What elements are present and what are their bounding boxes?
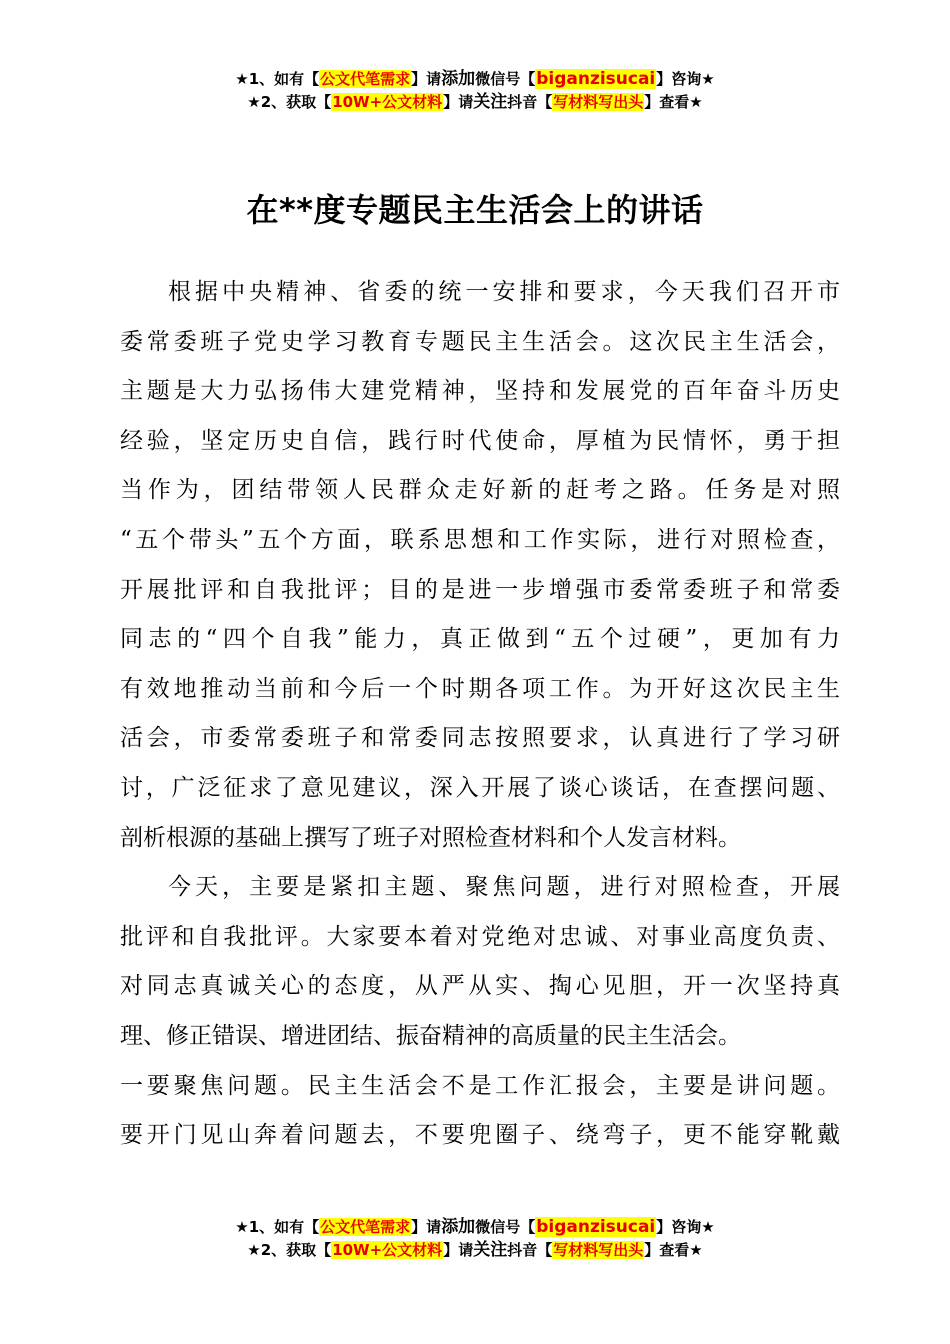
highlight-wechat-id: biganzisucai xyxy=(536,1217,656,1237)
footer-banner xyxy=(0,1216,950,1262)
body-line: 同志的“四个自我”能力，真正做到“五个过硬”，更加有力 xyxy=(120,626,840,653)
body-line: 有效地推动当前和今后一个时期各项工作。为开好这次民主生 xyxy=(120,675,840,702)
banner-line-1: ★1、如有【公文代笔需求】请添加微信号【biganzisucai】咨询★ xyxy=(235,1217,715,1237)
highlight-service: 公文代笔需求 xyxy=(320,70,411,88)
highlight-douyin-account: 写材料写出头 xyxy=(553,1241,644,1259)
body-line: 根据中央精神、省委的统一安排和要求，今天我们召开市 xyxy=(168,279,840,305)
body-line: 主题是大力弘扬伟大建党精神，坚持和发展党的百年奋斗历史 xyxy=(120,378,840,405)
body-line: 开展批评和自我批评；目的是进一步增强市委常委班子和常委 xyxy=(120,576,840,603)
body-line: 当作为，团结带领人民群众走好新的赶考之路。任务是对照 xyxy=(120,477,840,504)
body-line: 批评和自我批评。大家要本着对党绝对忠诚、对事业高度负责、 xyxy=(120,923,840,950)
banner-line-2: ★2、获取【10W+公文材料】请关注抖音【写材料写出头】查看★ xyxy=(247,92,703,112)
banner-line-2: ★2、获取【10W+公文材料】请关注抖音【写材料写出头】查看★ xyxy=(247,1240,703,1260)
document-title: 在**度专题民主生活会上的讲话 xyxy=(246,191,704,229)
body-line: 对同志真诚关心的态度，从严从实、掏心见胆，开一次坚持真 xyxy=(120,973,840,1000)
body-line: 委常委班子党史学习教育专题民主生活会。这次民主生活会， xyxy=(120,328,840,355)
body-line: 要开门见山奔着问题去，不要兜圈子、绕弯子，更不能穿靴戴 xyxy=(120,1122,840,1149)
body-line: 一要聚焦问题。民主生活会不是工作汇报会，主要是讲问题。 xyxy=(120,1072,840,1099)
document-body xyxy=(120,268,840,1161)
highlight-service: 公文代笔需求 xyxy=(320,1218,411,1236)
body-line: 今天，主要是紧扣主题、聚焦问题，进行对照检查，开展 xyxy=(168,874,840,901)
highlight-wechat-id: biganzisucai xyxy=(536,69,656,89)
body-line: 活会，市委常委班子和常委同志按照要求，认真进行了学习研 xyxy=(120,725,840,752)
body-line: “五个带头”五个方面，联系思想和工作实际，进行对照检查， xyxy=(120,526,840,553)
banner-line-1: ★1、如有【公文代笔需求】请添加微信号【biganzisucai】咨询★ xyxy=(235,69,715,89)
highlight-materials: 10W+公文材料 xyxy=(332,1241,443,1259)
body-line: 经验，坚定历史自信，践行时代使命，厚植为民情怀，勇于担 xyxy=(120,427,840,454)
highlight-materials: 10W+公文材料 xyxy=(332,93,443,111)
body-line: 理、修正错误、增进团结、振奋精神的高质量的民主生活会。 xyxy=(120,1022,741,1049)
body-line: 讨，广泛征求了意见建议，深入开展了谈心谈话，在查摆问题、 xyxy=(120,774,840,801)
highlight-douyin-account: 写材料写出头 xyxy=(553,93,644,111)
header-banner xyxy=(0,68,950,114)
body-line: 剖析根源的基础上撰写了班子对照检查材料和个人发言材料。 xyxy=(120,824,741,851)
